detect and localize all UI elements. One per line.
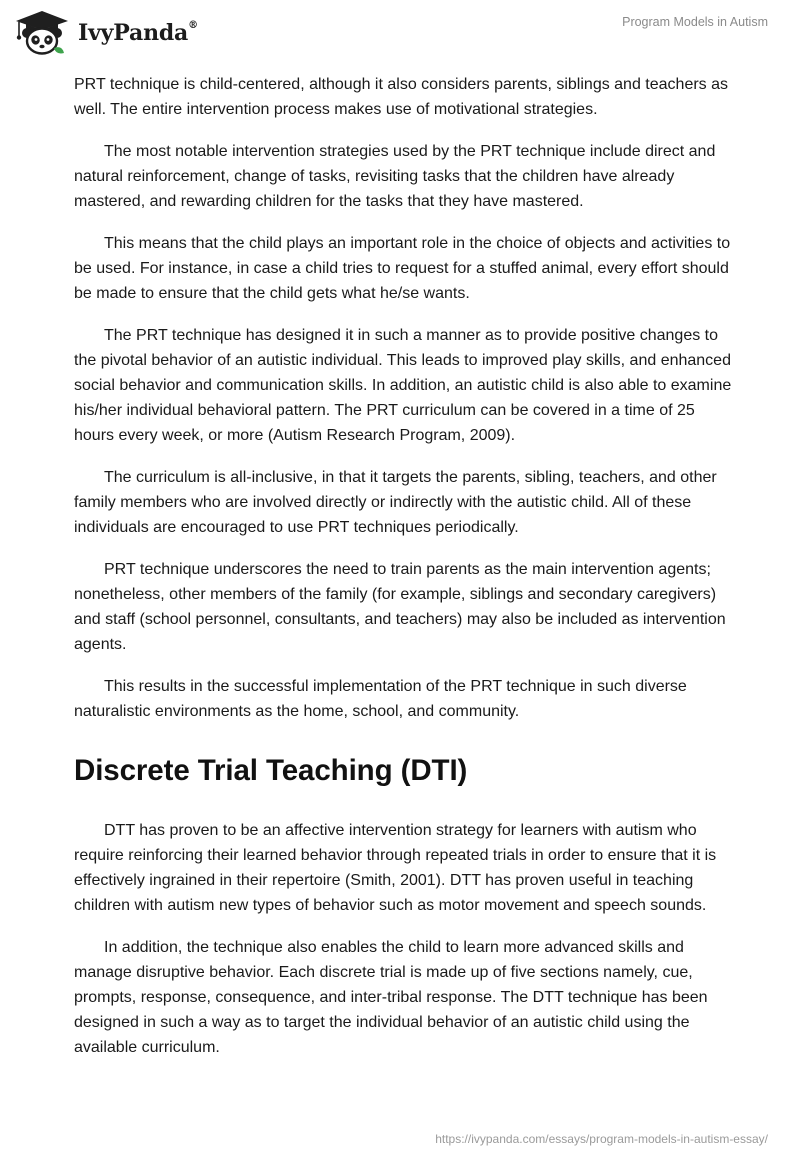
panda-graduate-icon (14, 9, 70, 55)
ivypanda-logo[interactable] (14, 9, 198, 55)
registered-mark: ® (188, 19, 198, 31)
paragraph: This results in the successful implementation of the PRT technique in such diverse naturalistic environments as the home, school, and community. (74, 678, 687, 720)
paragraph: DTT has proven to be an affective intervention strategy for learners with autism who require reinforcing their learned behavior through repeated trials in order to ensure that it is effectively ingrained in their repertoire (Smith, 2001). DTT has proven useful in teaching children with autism new types of behavior such as motor movement and speech sounds. (74, 822, 717, 914)
source-url[interactable]: https://ivypanda.com/essays/program-models-in-autism-essay/ (435, 1132, 768, 1146)
paragraph: This means that the child plays an important role in the choice of objects and activities to be used. For instance, in case a child tries to request for a stuffed animal, every effort should be made to ensure that the child gets what he/se wants. (74, 235, 731, 302)
logo-wordmark (78, 20, 198, 46)
paragraph: PRT technique underscores the need to train parents as the main intervention agents; nonetheless, other members of the family (for example, siblings and secondary caregivers) and staff (school personnel, consultants, and teachers) may also be included as intervention agents. (74, 561, 726, 653)
paragraph: The curriculum is all-inclusive, in that it targets the parents, sibling, teachers, and other family members who are involved directly or indirectly with the autistic child. All of these individuals are encouraged to use PRT techniques periodically. (74, 469, 717, 536)
paragraph: PRT technique is child-centered, although it also considers parents, siblings and teachers as well. The entire intervention process makes use of motivational strategies. (74, 76, 729, 118)
paragraph: The most notable intervention strategies used by the PRT technique include direct and natural reinforcement, change of tasks, revisiting tasks that the children have already mastered, and rewarding children for the tasks that they have mastered. (74, 143, 716, 210)
page-header (0, 0, 800, 62)
document-title: Program Models in Autism (622, 15, 768, 29)
essay-body (74, 72, 734, 1077)
section-heading: Discrete Trial Teaching (DTI) (74, 754, 468, 787)
paragraph: The PRT technique has designed it in such a manner as to provide positive changes to the pivotal behavior of an autistic individual. This leads to improved play skills, and enhanced social behavior and communication skills. In addition, an autistic child is also able to examine his/her individual behavioral pattern. The PRT curriculum can be covered in a time of 25 hours every week, or more (Autism Research Program, 2009). (74, 327, 732, 444)
paragraph: In addition, the technique also enables the child to learn more advanced skills and manage disruptive behavior. Each discrete trial is made up of five sections namely, cue, prompts, response, consequence, and inter-tribal response. The DTT technique has been designed in such a way as to target the individual behavior of an autistic child using the available curriculum. (74, 939, 708, 1056)
logo-name: IvyPanda (78, 20, 189, 46)
